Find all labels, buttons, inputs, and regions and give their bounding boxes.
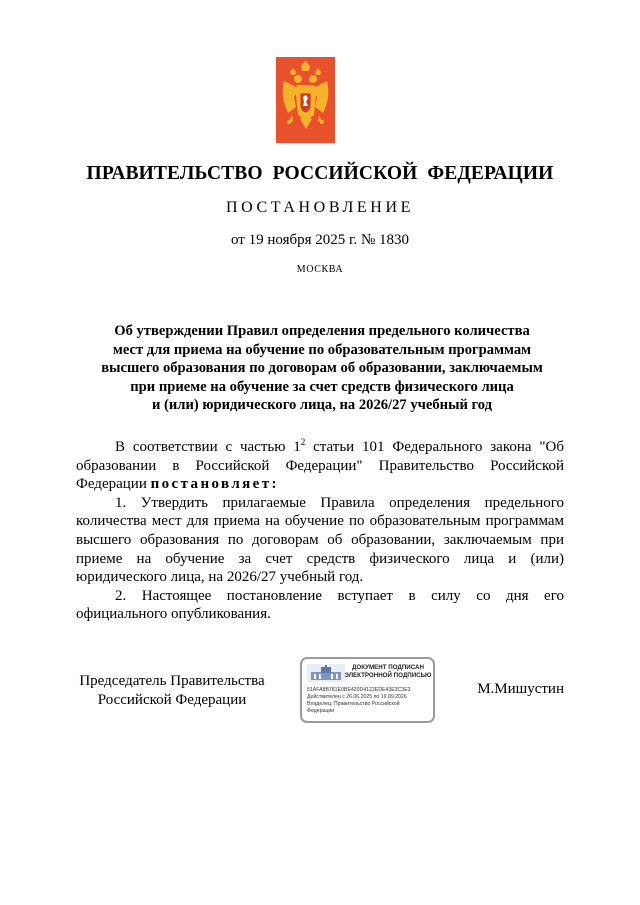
document-body bbox=[76, 438, 564, 624]
heading-line: при приеме на обучение за счет средств физического лица bbox=[130, 378, 514, 395]
stamp-title-line: ЭЛЕКТРОННОЙ ПОДПИСЬЮ bbox=[344, 672, 432, 679]
clause-1-paragraph: 1. Утвердить прилагаемые Правила определения предельного количества мест для приема на обучение по образовательным программам высшего образования по договорам об образовании, заключаемым при приеме на обучение за счет средств физического лица и (или) юридического лица, на 2026/27 учебный год. bbox=[76, 494, 564, 586]
preamble-text: В соответствии с частью 1 bbox=[115, 439, 301, 455]
stamp-title-line: ДОКУМЕНТ ПОДПИСАН bbox=[352, 664, 424, 671]
stamp-title bbox=[343, 664, 433, 680]
document-heading bbox=[80, 322, 564, 415]
heading-line: и (или) юридического лица, на 2026/27 учебный год bbox=[151, 397, 493, 414]
part-superscript: 2 bbox=[300, 437, 306, 447]
government-title: ПРАВИТЕЛЬСТВО РОССИЙСКОЙ ФЕДЕРАЦИИ bbox=[86, 163, 554, 184]
stamp-serial: 51AFA8B781E0BE420D4122EDE43E3C3E3 bbox=[307, 687, 411, 693]
signer-position-line: Председатель Правительства bbox=[79, 673, 265, 689]
stamp-details bbox=[307, 687, 433, 715]
document-date-number: от 19 ноября 2025 г. № 1830 bbox=[230, 232, 410, 248]
document-type: ПОСТАНОВЛЕНИЕ bbox=[226, 199, 414, 216]
resolves-keyword: постановляет: bbox=[150, 476, 279, 493]
signer-name: М.Мишустин bbox=[477, 681, 564, 697]
electronic-signature-stamp bbox=[300, 657, 435, 723]
coat-of-arms-emblem bbox=[276, 57, 335, 143]
heading-line: Об утверждении Правил определения предельного количества bbox=[114, 323, 530, 339]
stamp-owner: Владелец: Правительство Российской bbox=[307, 701, 400, 707]
heading-line: мест для приема на обучение по образовательным программам bbox=[112, 341, 532, 358]
heading-line: высшего образования по договорам об образовании, заключаемым bbox=[101, 360, 543, 377]
stamp-validity: Действителен с 26.06.2025 по 19.09.2026 bbox=[307, 694, 407, 700]
signer-position bbox=[76, 672, 268, 710]
building-logo-icon bbox=[307, 664, 345, 682]
clause-2-paragraph: 2. Настоящее постановление вступает в силу со дня его официального опубликования. bbox=[76, 587, 564, 623]
preamble-paragraph bbox=[76, 438, 564, 494]
stamp-owner-continued: Федерации bbox=[307, 708, 335, 714]
signer-position-line: Российской Федерации bbox=[97, 692, 247, 708]
preamble-text-continued: статьи 101 Федерального закона "Об образовании в Российской Федерации" Правительство Российской Федерации bbox=[76, 439, 564, 493]
document-city: МОСКВА bbox=[296, 264, 344, 275]
